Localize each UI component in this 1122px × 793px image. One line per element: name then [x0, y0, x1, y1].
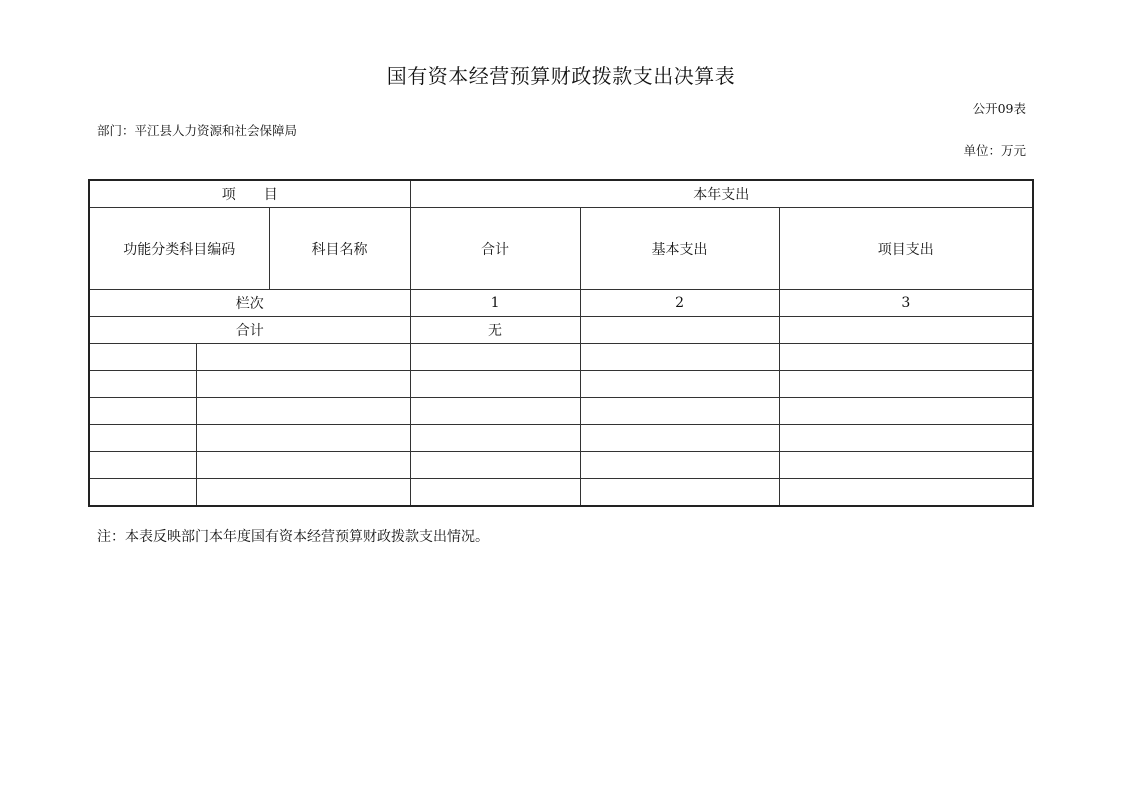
department-label: 部门：平江县人力资源和社会保障局	[97, 123, 298, 138]
cell-total	[410, 425, 580, 452]
unit-label: 单位：万元	[963, 143, 1026, 158]
index-row-label: 栏次	[89, 290, 410, 317]
cell-basic	[580, 452, 779, 479]
cell-basic	[580, 425, 779, 452]
cell-project	[779, 371, 1033, 398]
cell-basic	[580, 371, 779, 398]
cell-code	[89, 452, 196, 479]
total-row-project	[779, 317, 1033, 344]
table-row	[89, 344, 1033, 371]
index-total: 1	[410, 290, 580, 317]
index-project: 3	[779, 290, 1033, 317]
header-row-1	[89, 180, 1033, 208]
col-project-header: 项目支出	[779, 208, 1033, 290]
cell-total	[410, 479, 580, 507]
cell-basic	[580, 398, 779, 425]
cell-basic	[580, 479, 779, 507]
cell-total	[410, 344, 580, 371]
col-name-header: 科目名称	[269, 208, 410, 290]
total-row-value: 无	[410, 317, 580, 344]
form-number: 公开09表	[972, 101, 1026, 116]
cell-code	[89, 344, 196, 371]
expenditure-table	[88, 179, 1034, 507]
cell-code	[89, 371, 196, 398]
col-basic-header: 基本支出	[580, 208, 779, 290]
col-total-header: 合计	[410, 208, 580, 290]
header-row-2	[89, 208, 1033, 290]
document-title: 国有资本经营预算财政拨款支出决算表	[386, 64, 736, 88]
table-row	[89, 371, 1033, 398]
table-row	[89, 398, 1033, 425]
cell-basic	[580, 344, 779, 371]
cell-total	[410, 452, 580, 479]
cell-project	[779, 452, 1033, 479]
table-row	[89, 425, 1033, 452]
cell-project	[779, 425, 1033, 452]
cell-project	[779, 479, 1033, 507]
cell-name	[196, 479, 410, 507]
cell-total	[410, 398, 580, 425]
total-row-label: 合计	[89, 317, 410, 344]
cell-name	[196, 344, 410, 371]
cell-code	[89, 425, 196, 452]
table-row	[89, 479, 1033, 507]
total-row	[89, 317, 1033, 344]
index-row	[89, 290, 1033, 317]
footnote: 注：本表反映部门本年度国有资本经营预算财政拨款支出情况。	[97, 529, 489, 545]
total-row-basic	[580, 317, 779, 344]
header-current-year: 本年支出	[410, 180, 1033, 208]
cell-total	[410, 371, 580, 398]
header-item: 项 目	[89, 180, 410, 208]
cell-project	[779, 398, 1033, 425]
cell-name	[196, 425, 410, 452]
cell-name	[196, 398, 410, 425]
cell-code	[89, 479, 196, 507]
cell-name	[196, 371, 410, 398]
cell-name	[196, 452, 410, 479]
table-row	[89, 452, 1033, 479]
cell-code	[89, 398, 196, 425]
cell-project	[779, 344, 1033, 371]
col-code-header: 功能分类科目编码	[89, 208, 269, 290]
index-basic: 2	[580, 290, 779, 317]
